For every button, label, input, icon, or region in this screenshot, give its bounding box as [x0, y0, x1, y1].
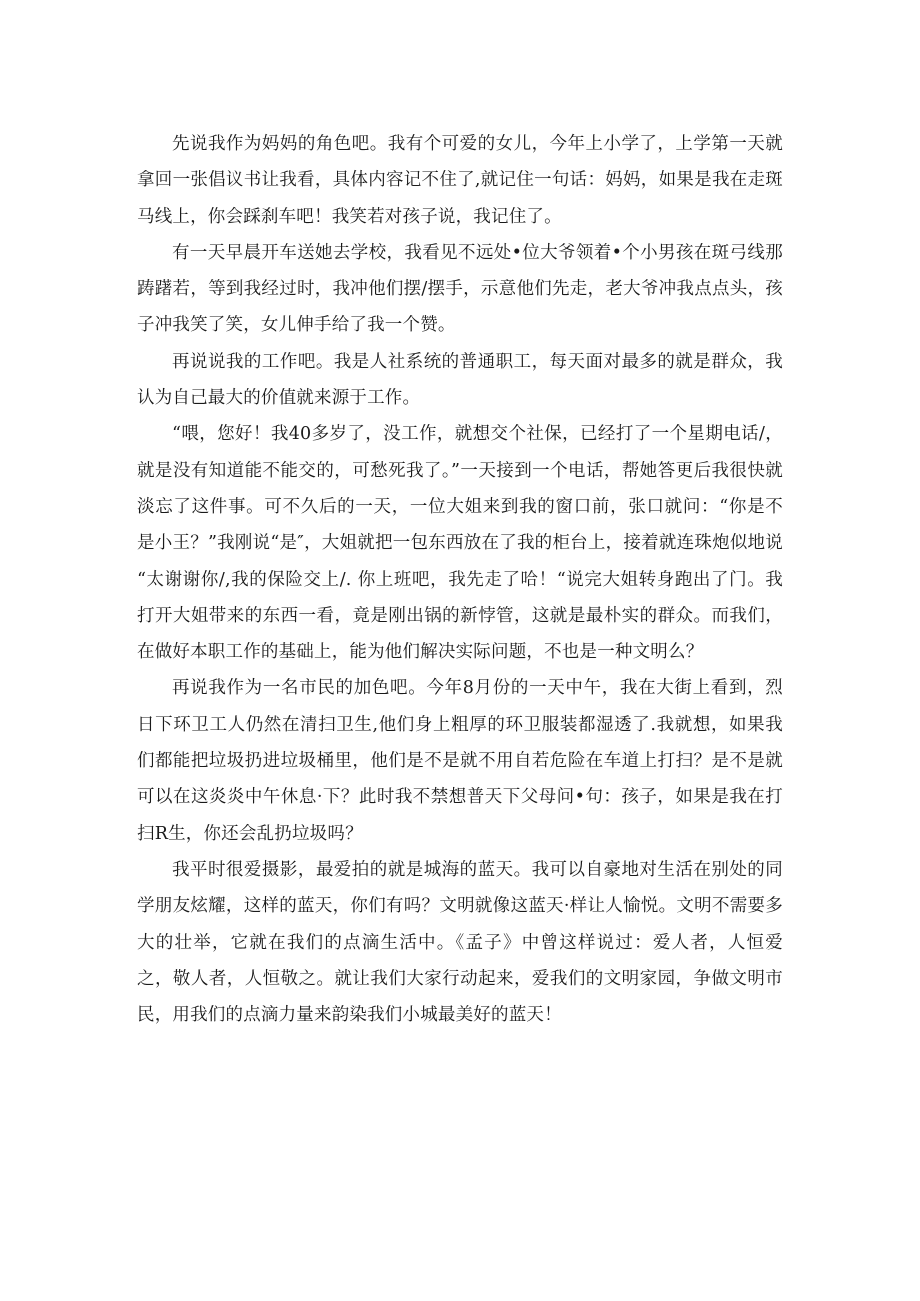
document-body: [137, 126, 783, 1033]
paragraph-work-intro: 再说说我的工作吧。我是人社系统的普通职工，每天面对最多的就是群众，我认为自己最大的价值就来源于工作。: [137, 351, 783, 409]
paragraph-mother-role: 先说我作为妈妈的角色吧。我有个可爱的女儿，今年上小学了，上学第一天就拿回一张倡议书让我看，具体内容记不住了,就记住一句话：妈妈，如果是我在走斑马线上，你会踩刹车吧！我笑若对孩子说，我记住了。: [137, 134, 783, 227]
paragraph-citizen-role: 再说我作为一名市民的加色吧。今年8月份的一天中午，我在大街上看到，烈日下环卫工人仍然在清扫卫生,他们身上粗厚的环卫服装都湿透了.我就想，如果我们都能把垃圾扔进垃圾桶里，他们是不是就不用自若危险在车道上打扫？是不是就可以在这炎炎中午休息·下？此时我不禁想普天下父母问•句：孩子，如果是我在打扫R生，你还会乱扔垃圾吗？: [137, 678, 783, 844]
paragraph-phone-call-story: “喂，您好！我40多岁了，没工作，就想交个社保，已经打了一个星期电话/，就是没有知道能不能交的，可愁死我了。”一天接到一个电话，帮她答更后我很快就淡忘了这件事。可不久后的一天，一位大姐来到我的窗口前，张口就问：“你是不是小王？”我刚说“是″，大姐就把一包东西放在了我的柜台上，接着就连珠炮似地说 “太谢谢你/,我的保险交上/. 你上班吧，我先走了哈！“说完大姐转身跑出了门。我打开大姐带来的东西一看，竟是刚出锅的新悖管，这就是最朴实的群众。而我们，在做好本职工作的基础上，能为他们解决实际问题，不也是一种文明么？: [137, 424, 783, 663]
paragraph-blue-sky: 我平时很爱摄影，最爱拍的就是城海的蓝天。我可以自豪地对生活在别处的同学朋友炫耀，这样的蓝天，你们有吗？文明就像这蓝天·样让人愉悦。文明不需要多大的壮举，它就在我们的点滴生活中。《孟子》中曾这样说过：爱人者，人恒爱之，敬人者，人恒敬之。就让我们大家行动起来，爱我们的文明家园，争做文明市民，用我们的点滴力量来韵染我们小城最美好的蓝天！: [137, 859, 783, 1026]
paragraph-school-morning: 有一天早晨开车送她去学校，我看见不远处•位大爷领着•个小男孩在斑弓线那踌躇若，等到我经过时，我冲他们摆/摆手，示意他们先走，老大爷冲我点点头，孩子冲我笑了笑，女儿伸手给了我一个赞。: [137, 242, 783, 336]
